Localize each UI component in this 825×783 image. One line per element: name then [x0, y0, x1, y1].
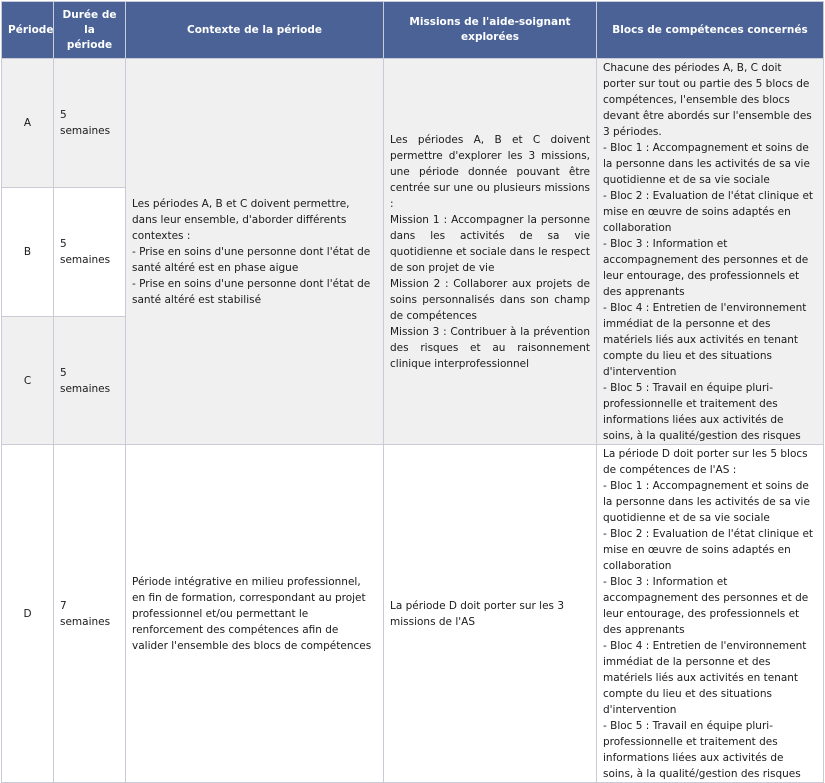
- period-c-label: C: [2, 317, 54, 445]
- d-blocs-text: [603, 446, 817, 782]
- abc-missions-line: Mission 2 : Collaborer aux projets de soins personnalisés dans son champ de compétences: [390, 277, 590, 322]
- table-row-a: [2, 59, 824, 188]
- d-blocs-line: - Bloc 2 : Evaluation de l'état clinique et mise en œuvre de soins adaptés en collaboration: [603, 527, 814, 572]
- d-missions-text: La période D doit porter sur les 3 missions de l'AS: [390, 599, 565, 628]
- training-periods-table: [1, 1, 824, 783]
- period-c-duration: 5 semaines: [54, 317, 126, 445]
- abc-blocs-text: [603, 60, 817, 444]
- abc-blocs-line: - Bloc 2 : Evaluation de l'état clinique et mise en œuvre de soins adaptés en collaboration: [603, 189, 814, 234]
- period-b-label: B: [2, 188, 54, 317]
- abc-missions-line: Les périodes A, B et C doivent permettre d'explorer les 3 missions, une période donnée pouvant être centrée sur une ou plusieurs missions :: [390, 133, 590, 210]
- d-blocs-line: - Bloc 3 : Information et accompagnement des personnes et de leur entourage, des professionnels et des apprenants: [603, 575, 809, 636]
- d-blocs-line: - Bloc 5 : Travail en équipe pluri-professionnelle et traitement des informations liées aux activités de soins, à la qualité/gestion des risques: [603, 719, 801, 780]
- abc-missions-line: Mission 3 : Contribuer à la prévention des risques et au raisonnement clinique interprofessionnel: [390, 325, 590, 370]
- abc-blocs-cell: [597, 59, 824, 445]
- abc-contexte-text: [132, 196, 377, 308]
- period-d-duration: 7 semaines: [54, 445, 126, 783]
- abc-blocs-line: Chacune des périodes A, B, C doit porter sur tout ou partie des 5 blocs de compétences, l'ensemble des blocs devant être abordés sur l'ensemble des 3 périodes.: [603, 61, 812, 138]
- header-blocs: Blocs de compétences concernés: [597, 2, 824, 59]
- d-blocs-line: La période D doit porter sur les 5 blocs de compétences de l'AS :: [603, 447, 808, 476]
- abc-missions-text: [390, 132, 590, 372]
- header-periode: Période: [2, 2, 54, 59]
- abc-blocs-line: - Bloc 1 : Accompagnement et soins de la personne dans les activités de sa vie quotidienne et de sa vie sociale: [603, 141, 810, 186]
- period-d-label: D: [2, 445, 54, 783]
- abc-missions-cell: [384, 59, 597, 445]
- d-blocs-cell: [597, 445, 824, 783]
- d-blocs-line: - Bloc 4 : Entretien de l'environnement immédiat de la personne et des matériels liés aux activités en tenant compte du lieu et des situations d'intervention: [603, 639, 807, 716]
- table-row-d: [2, 445, 824, 783]
- header-contexte: Contexte de la période: [126, 2, 384, 59]
- period-a-duration: 5 semaines: [54, 59, 126, 188]
- abc-missions-line: Mission 1 : Accompagner la personne dans les activités de sa vie quotidienne et sociale dans le respect de son projet de vie: [390, 213, 590, 274]
- abc-contexte-cell: [126, 59, 384, 445]
- period-a-label: A: [2, 59, 54, 188]
- abc-contexte-line: Les périodes A, B et C doivent permettre, dans leur ensemble, d'aborder différents contextes :: [132, 197, 350, 242]
- d-blocs-line: - Bloc 1 : Accompagnement et soins de la personne dans les activités de sa vie quotidienne et de sa vie sociale: [603, 479, 810, 524]
- period-b-duration: 5 semaines: [54, 188, 126, 317]
- header-missions: Missions de l'aide-soignant explorées: [384, 2, 597, 59]
- d-missions-cell: [384, 445, 597, 783]
- header-duree: Durée de la période: [54, 2, 126, 59]
- d-contexte-text: Période intégrative en milieu professionnel, en fin de formation, correspondant au projet professionnel et/ou permettant le renforcement des compétences afin de valider l'ensemble des blocs de compétences: [132, 575, 372, 652]
- abc-blocs-line: - Bloc 4 : Entretien de l'environnement immédiat de la personne et des matériels liés aux activités en tenant compte du lieu et des situations d'intervention: [603, 301, 807, 378]
- d-contexte-cell: [126, 445, 384, 783]
- abc-contexte-line: - Prise en soins d'une personne dont l'état de santé altéré est stabilisé: [132, 277, 371, 306]
- abc-contexte-line: - Prise en soins d'une personne dont l'état de santé altéré est en phase aigue: [132, 245, 371, 274]
- abc-blocs-line: - Bloc 5 : Travail en équipe pluri-professionnelle et traitement des informations liées aux activités de soins, à la qualité/gestion des risques: [603, 381, 801, 442]
- header-row: [2, 2, 824, 59]
- abc-blocs-line: - Bloc 3 : Information et accompagnement des personnes et de leur entourage, des professionnels et des apprenants: [603, 237, 809, 298]
